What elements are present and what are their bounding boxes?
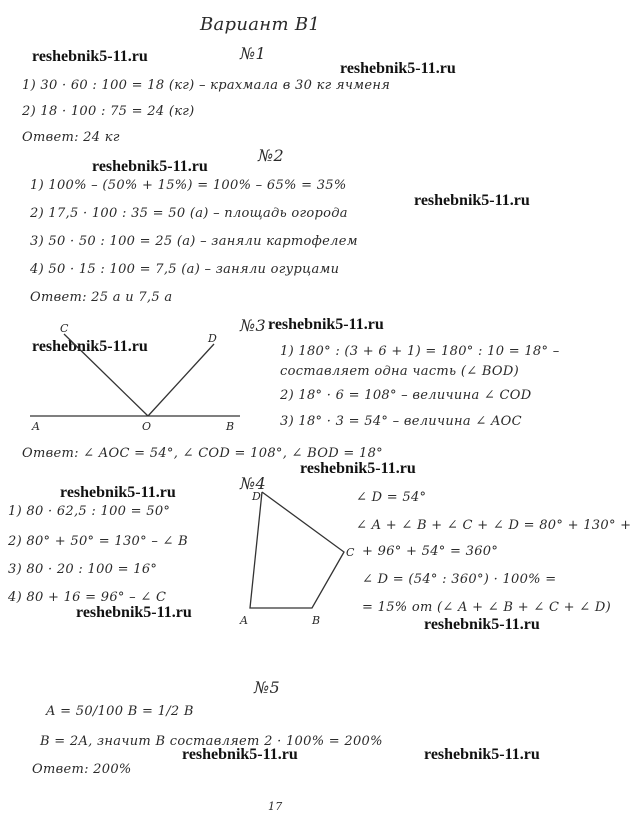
problem-3-line-4: 3) 18° · 3 = 54° – величина ∠ AOC [280, 414, 522, 429]
watermark: reshebnik5-11.ru [424, 616, 540, 633]
watermark: reshebnik5-11.ru [424, 746, 540, 763]
problem-5-line-2: B = 2A, значит B составляет 2 · 100% = 200% [40, 734, 383, 749]
problem-5-line-1: A = 50/100 B = 1/2 B [46, 704, 194, 719]
problem-4-line-2: 2) 80° + 50° = 130° – ∠ B [8, 534, 189, 549]
watermark: reshebnik5-11.ru [340, 60, 456, 77]
problem-2-line-4: 4) 50 · 15 : 100 = 7,5 (а) – заняли огурцами [30, 262, 340, 277]
problem-3-number: №3 [240, 316, 266, 335]
problem-5-answer: Ответ: 200% [32, 762, 132, 777]
problem-4-right-2: ∠ A + ∠ B + ∠ C + ∠ D = 80° + 130° + [356, 518, 631, 533]
problem-5-number: №5 [254, 678, 280, 697]
watermark: reshebnik5-11.ru [92, 158, 208, 175]
label-c: C [346, 546, 355, 559]
watermark: reshebnik5-11.ru [32, 338, 148, 355]
problem-3-line-1: 1) 180° : (3 + 6 + 1) = 180° : 10 = 18° – [280, 344, 560, 359]
angle-diagram [30, 322, 250, 433]
problem-4-line-4: 4) 80 + 16 = 96° – ∠ C [8, 590, 167, 605]
watermark: reshebnik5-11.ru [32, 48, 148, 65]
problem-1-line-2: 2) 18 · 100 : 75 = 24 (кг) [22, 104, 195, 119]
label-b: B [312, 614, 321, 627]
problem-3-line-2: составляет одна часть (∠ BOD) [280, 364, 519, 379]
ray-oc [64, 334, 148, 416]
problem-1-line-1: 1) 30 · 60 : 100 = 18 (кг) – крахмала в 30 кг ячменя [22, 78, 391, 93]
watermark: reshebnik5-11.ru [182, 746, 298, 763]
problem-4-right-1: ∠ D = 54° [356, 490, 427, 505]
problem-2-line-3: 3) 50 · 50 : 100 = 25 (а) – заняли картофелем [30, 234, 358, 249]
watermark: reshebnik5-11.ru [76, 604, 192, 621]
label-c: C [60, 322, 69, 335]
label-a: A [32, 420, 40, 433]
label-o: O [142, 420, 152, 433]
page-title: Вариант В1 [200, 14, 321, 35]
problem-2-line-1: 1) 100% – (50% + 15%) = 100% – 65% = 35% [30, 178, 347, 193]
problem-4-right-4: ∠ D = (54° : 360°) · 100% = [362, 572, 557, 587]
label-b: B [226, 420, 235, 433]
problem-4-number: №4 [240, 474, 266, 493]
label-d: D [208, 332, 217, 345]
problem-3-answer: Ответ: ∠ AOC = 54°, ∠ COD = 108°, ∠ BOD = 18° [22, 446, 383, 461]
problem-1-number: №1 [240, 44, 266, 63]
watermark: reshebnik5-11.ru [60, 484, 176, 501]
watermark: reshebnik5-11.ru [300, 460, 416, 477]
problem-4-right-5: = 15% от (∠ A + ∠ B + ∠ C + ∠ D) [362, 600, 611, 615]
problem-4-right-3: + 96° + 54° = 360° [362, 544, 499, 559]
problem-2-line-2: 2) 17,5 · 100 : 35 = 50 (а) – площадь огорода [30, 206, 348, 221]
problem-2-number: №2 [258, 146, 284, 165]
page-number: 17 [268, 800, 283, 813]
problem-4-line-3: 3) 80 · 20 : 100 = 16° [8, 562, 158, 577]
label-d: D [252, 490, 261, 503]
watermark: reshebnik5-11.ru [268, 316, 384, 333]
problem-4-line-1: 1) 80 · 62,5 : 100 = 50° [8, 504, 171, 519]
problem-1-answer: Ответ: 24 кг [22, 130, 120, 145]
ray-od [148, 344, 214, 416]
quadrilateral-abcd [250, 492, 344, 608]
quadrilateral-diagram [240, 486, 355, 627]
watermark: reshebnik5-11.ru [414, 192, 530, 209]
label-a: A [240, 614, 248, 627]
problem-2-answer: Ответ: 25 а и 7,5 а [30, 290, 173, 305]
problem-3-line-3: 2) 18° · 6 = 108° – величина ∠ COD [280, 388, 532, 403]
